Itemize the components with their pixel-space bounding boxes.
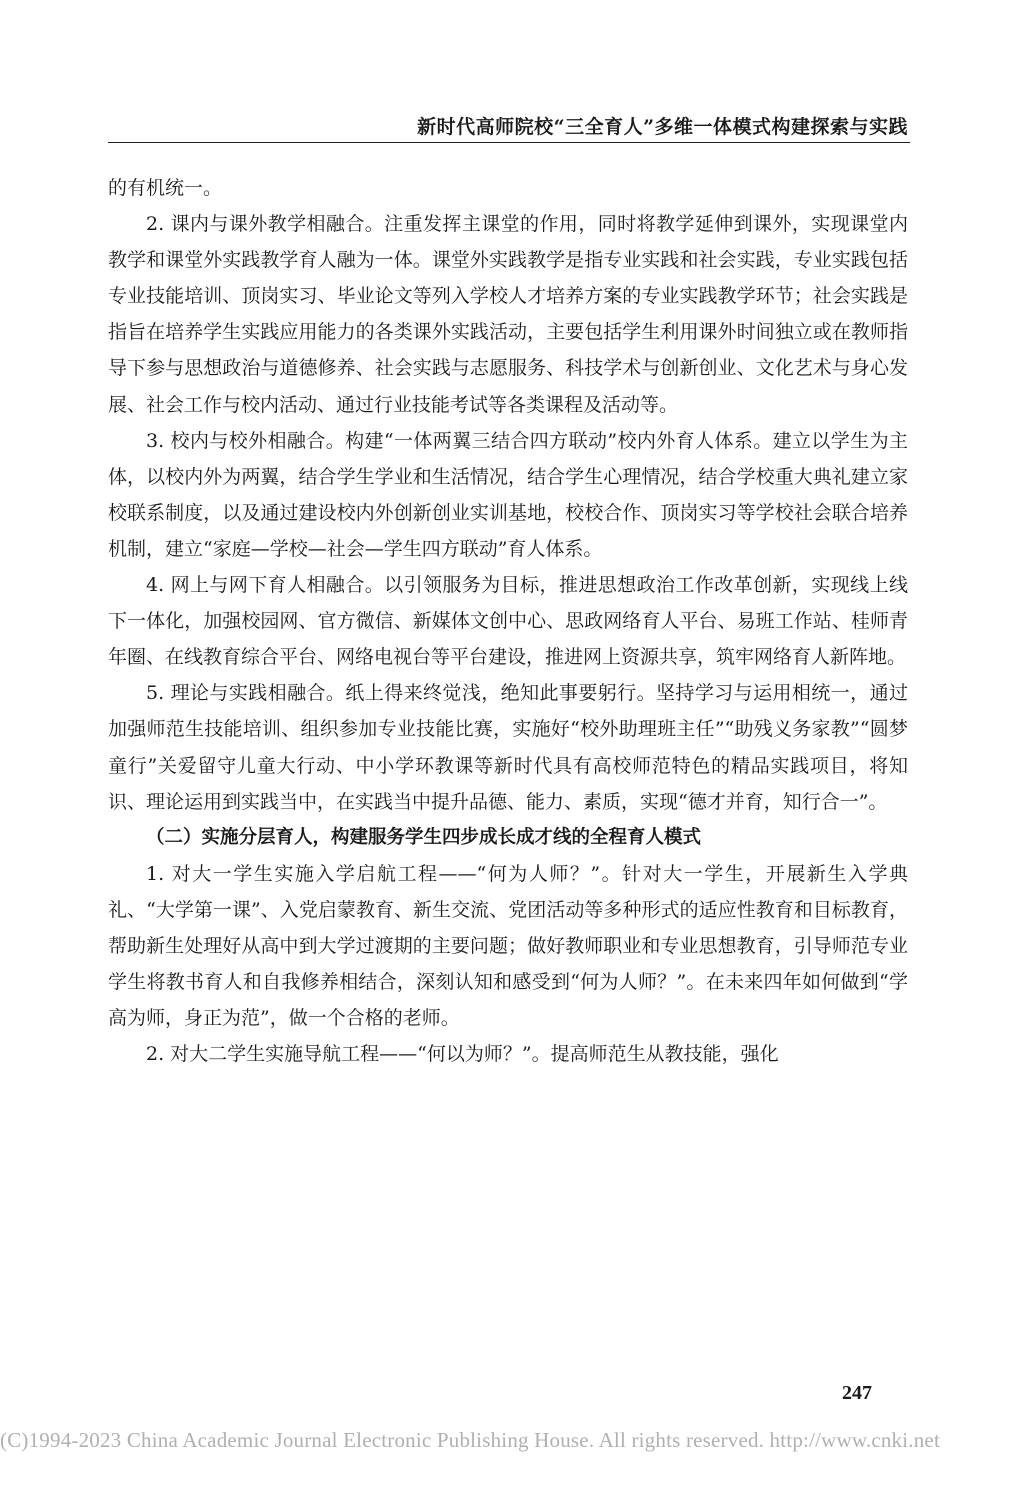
section-heading: （二）实施分层育人，构建服务学生四步成长成才线的全程育人模式	[146, 826, 702, 848]
paragraph-subitem-1: 1. 对大一学生实施入学启航工程——“何为人师？”。针对大一学生，开展新生入学典礼、“大学第一课”、入党启蒙教育、新生交流、党团活动等多种形式的适应性教育和目标教育，帮助新生处理好从高中到大学过渡期的主要问题；做好教师职业和专业思想教育，引导师范专业学生将教书育人和自我修养相结合，深刻认知和感受到“何为人师？”。在未来四年如何做到“学高为师，身正为范”，做一个合格的老师。	[108, 862, 908, 1030]
copyright-footer: (C)1994-2023 China Academic Journal Electronic Publishing House. All rights reserved. http://www.cnki.net	[0, 1428, 940, 1452]
page-number: 247	[842, 1382, 872, 1404]
paragraph-continuation: 的有机统一。	[108, 177, 223, 199]
body-text	[108, 170, 908, 1072]
running-header-title: 新时代高师院校“三全育人”多维一体模式构建探索与实践	[417, 116, 908, 138]
paragraph-item-2: 2. 课内与课外教学相融合。注重发挥主课堂的作用，同时将教学延伸到课外，实现课堂内教学和课堂外实践教学育人融为一体。课堂外实践教学是指专业实践和社会实践，专业实践包括专业技能培训、顶岗实习、毕业论文等列入学校人才培养方案的专业实践教学环节；社会实践是指旨在培养学生实践应用能力的各类课外实践活动，主要包括学生利用课外时间独立或在教师指导下参与思想政治与道德修养、社会实践与志愿服务、科技学术与创新创业、文化艺术与身心发展、社会工作与校内活动、通过行业技能考试等各类课程及活动等。	[108, 213, 908, 416]
header-divider	[108, 142, 910, 143]
paragraph-item-3: 3. 校内与校外相融合。构建“一体两翼三结合四方联动”校内外育人体系。建立以学生为主体，以校内外为两翼，结合学生学业和生活情况，结合学生心理情况，结合学校重大典礼建立家校联系制度，以及通过建设校内外创新创业实训基地，校校合作、顶岗实习等学校社会联合培养机制，建立“家庭—学校—社会—学生四方联动”育人体系。	[108, 429, 908, 560]
paragraph-item-5: 5. 理论与实践相融合。纸上得来终觉浅，绝知此事要躬行。坚持学习与运用相统一，通过加强师范生技能培训、组织参加专业技能比赛，实施好“校外助理班主任”“助残义务家教”“圆梦童行”关爱留守儿童大行动、中小学环教课等新时代具有高校师范特色的精品实践项目，将知识、理论运用到实践当中，在实践当中提升品德、能力、素质，实现“德才并育，知行合一”。	[108, 682, 908, 813]
paragraph-subitem-2: 2. 对大二学生实施导航工程——“何以为师？”。提高师范生从教技能，强化	[146, 1043, 779, 1066]
paragraph-item-4: 4. 网上与网下育人相融合。以引领服务为目标，推进思想政治工作改革创新，实现线上线下一体化，加强校园网、官方微信、新媒体文创中心、思政网络育人平台、易班工作站、桂师青年圈、在线教育综合平台、网络电视台等平台建设，推进网上资源共享，筑牢网络育人新阵地。	[108, 574, 908, 669]
